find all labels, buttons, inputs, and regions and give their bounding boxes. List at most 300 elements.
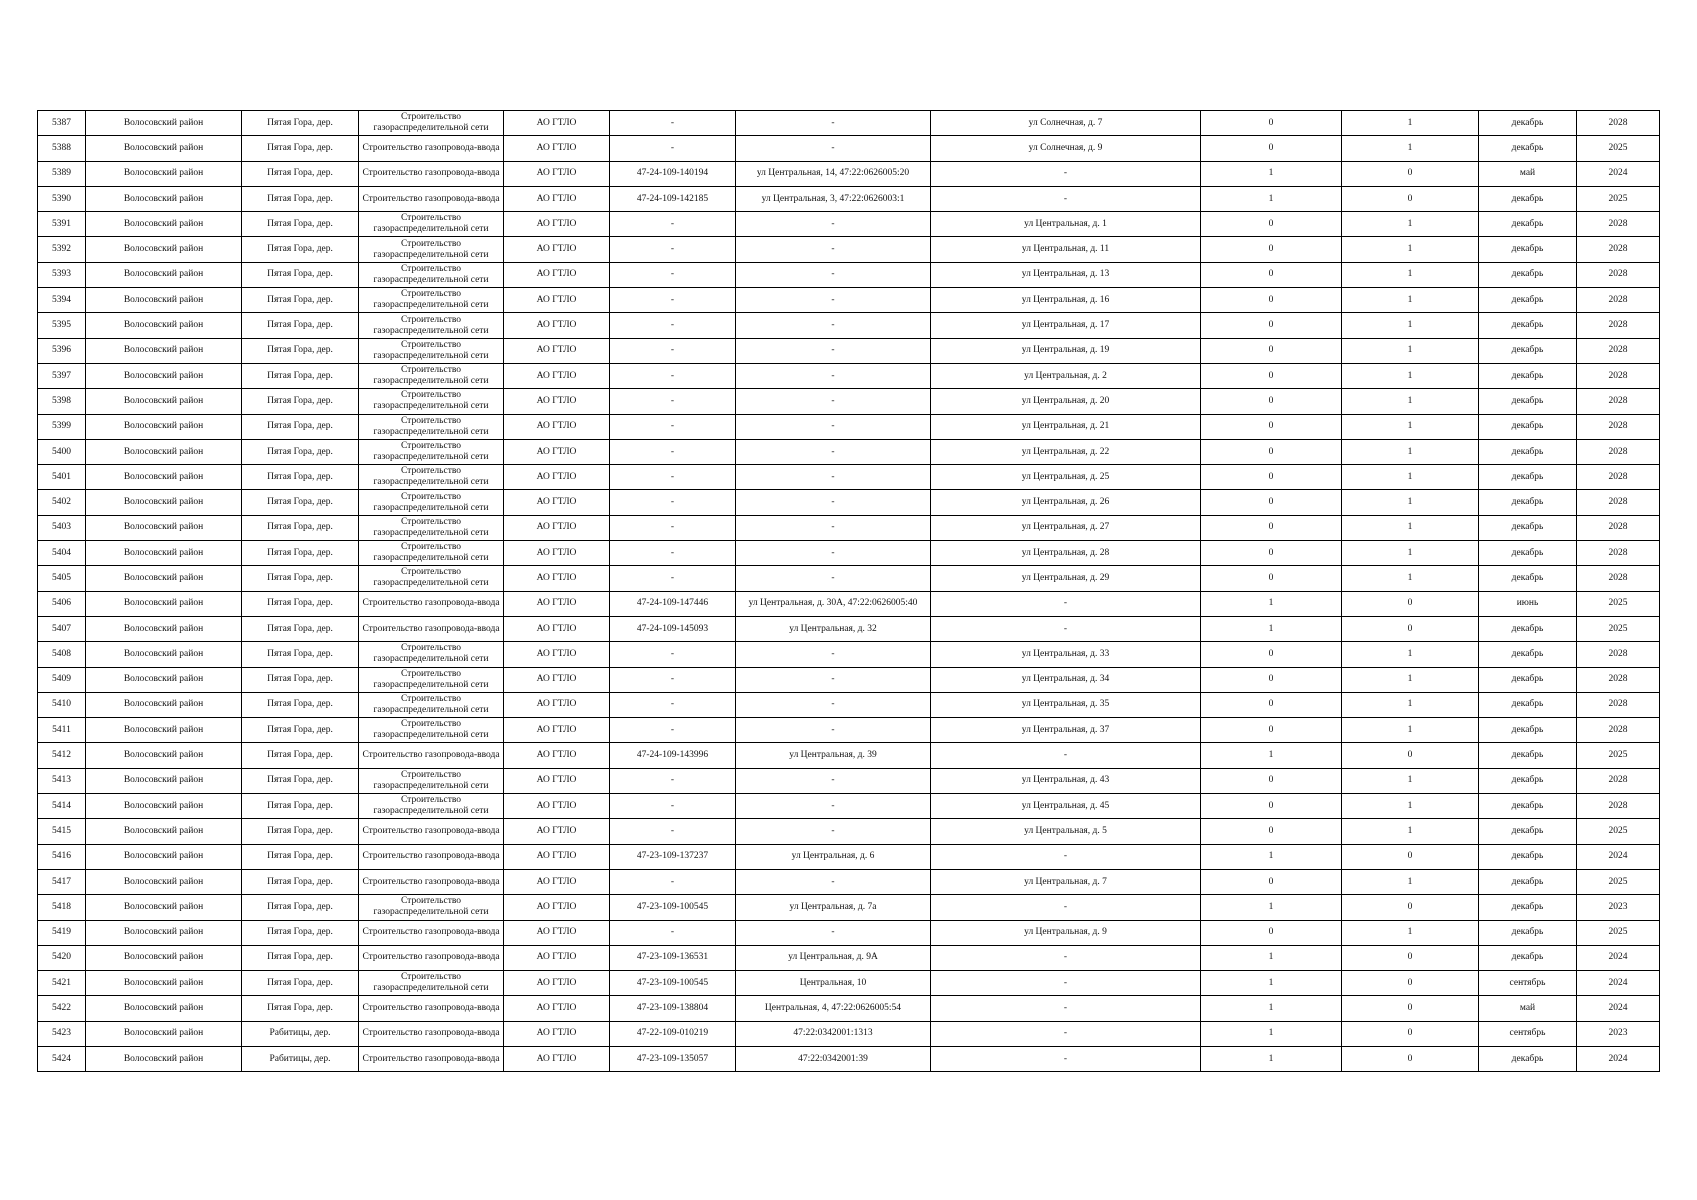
address-cell: ул Центральная, д. 7 (931, 869, 1201, 894)
month-cell: декабрь (1479, 794, 1577, 819)
month-cell: декабрь (1479, 111, 1577, 136)
row-number-cell: 5423 (38, 1021, 86, 1046)
work-type-cell: Строительство газораспределительной сети (359, 642, 504, 667)
month-cell: декабрь (1479, 1046, 1577, 1071)
district-cell: Волосовский район (86, 869, 242, 894)
organization-cell: АО ГТЛО (504, 566, 610, 591)
count-b-cell: 0 (1342, 186, 1479, 211)
organization-cell: АО ГТЛО (504, 313, 610, 338)
settlement-cell: Пятая Гора, дер. (242, 313, 359, 338)
settlement-cell: Пятая Гора, дер. (242, 920, 359, 945)
settlement-cell: Пятая Гора, дер. (242, 794, 359, 819)
district-cell: Волосовский район (86, 616, 242, 641)
work-type-cell: Строительство газопровода-ввода (359, 844, 504, 869)
address-cadastral-cell: - (736, 212, 931, 237)
count-b-cell: 1 (1342, 515, 1479, 540)
count-b-cell: 1 (1342, 642, 1479, 667)
table-row (38, 819, 1660, 844)
settlement-cell: Пятая Гора, дер. (242, 566, 359, 591)
district-cell: Волосовский район (86, 237, 242, 262)
month-cell: декабрь (1479, 541, 1577, 566)
district-cell: Волосовский район (86, 288, 242, 313)
table-row (38, 389, 1660, 414)
table-row (38, 414, 1660, 439)
work-type-cell: Строительство газораспределительной сети (359, 768, 504, 793)
count-b-cell: 1 (1342, 237, 1479, 262)
month-cell: декабрь (1479, 338, 1577, 363)
table-row (38, 186, 1660, 211)
settlement-cell: Пятая Гора, дер. (242, 743, 359, 768)
month-cell: декабрь (1479, 895, 1577, 920)
year-cell: 2028 (1577, 111, 1660, 136)
application-number-cell: - (610, 692, 736, 717)
table-row (38, 161, 1660, 186)
address-cadastral-cell: - (736, 414, 931, 439)
application-number-cell: - (610, 642, 736, 667)
application-number-cell: - (610, 920, 736, 945)
address-cell: ул Центральная, д. 20 (931, 389, 1201, 414)
district-cell: Волосовский район (86, 490, 242, 515)
settlement-cell: Пятая Гора, дер. (242, 718, 359, 743)
district-cell: Волосовский район (86, 1021, 242, 1046)
address-cadastral-cell: - (736, 869, 931, 894)
application-number-cell: - (610, 338, 736, 363)
application-number-cell: 47-23-109-135057 (610, 1046, 736, 1071)
count-a-cell: 0 (1201, 111, 1342, 136)
address-cadastral-cell: - (736, 363, 931, 388)
row-number-cell: 5411 (38, 718, 86, 743)
count-a-cell: 0 (1201, 136, 1342, 161)
month-cell: декабрь (1479, 743, 1577, 768)
table-row (38, 743, 1660, 768)
district-cell: Волосовский район (86, 642, 242, 667)
year-cell: 2028 (1577, 794, 1660, 819)
row-number-cell: 5420 (38, 945, 86, 970)
application-number-cell: 47-22-109-010219 (610, 1021, 736, 1046)
count-b-cell: 0 (1342, 1046, 1479, 1071)
address-cell: - (931, 186, 1201, 211)
year-cell: 2028 (1577, 338, 1660, 363)
year-cell: 2028 (1577, 566, 1660, 591)
row-number-cell: 5402 (38, 490, 86, 515)
table-row (38, 490, 1660, 515)
settlement-cell: Пятая Гора, дер. (242, 237, 359, 262)
year-cell: 2028 (1577, 768, 1660, 793)
count-b-cell: 1 (1342, 389, 1479, 414)
month-cell: сентябрь (1479, 971, 1577, 996)
settlement-cell: Пятая Гора, дер. (242, 439, 359, 464)
district-cell: Волосовский район (86, 338, 242, 363)
month-cell: декабрь (1479, 465, 1577, 490)
count-a-cell: 0 (1201, 490, 1342, 515)
table-row (38, 920, 1660, 945)
settlement-cell: Рабитицы, дер. (242, 1021, 359, 1046)
application-number-cell: 47-24-109-147446 (610, 591, 736, 616)
work-type-cell: Строительство газораспределительной сети (359, 794, 504, 819)
row-number-cell: 5408 (38, 642, 86, 667)
work-type-cell: Строительство газопровода-ввода (359, 1046, 504, 1071)
table-row (38, 616, 1660, 641)
address-cell: ул Центральная, д. 34 (931, 667, 1201, 692)
table-row (38, 439, 1660, 464)
organization-cell: АО ГТЛО (504, 743, 610, 768)
address-cell: ул Центральная, д. 5 (931, 819, 1201, 844)
address-cell: ул Центральная, д. 2 (931, 363, 1201, 388)
count-b-cell: 1 (1342, 465, 1479, 490)
organization-cell: АО ГТЛО (504, 591, 610, 616)
address-cadastral-cell: - (736, 439, 931, 464)
application-number-cell: - (610, 313, 736, 338)
count-b-cell: 0 (1342, 844, 1479, 869)
row-number-cell: 5404 (38, 541, 86, 566)
count-a-cell: 1 (1201, 1046, 1342, 1071)
address-cell: - (931, 1046, 1201, 1071)
year-cell: 2028 (1577, 212, 1660, 237)
organization-cell: АО ГТЛО (504, 920, 610, 945)
address-cell: ул Центральная, д. 33 (931, 642, 1201, 667)
table-row (38, 363, 1660, 388)
count-b-cell: 1 (1342, 667, 1479, 692)
count-a-cell: 0 (1201, 920, 1342, 945)
address-cadastral-cell: 47:22:0342001:39 (736, 1046, 931, 1071)
table-row (38, 794, 1660, 819)
address-cell: ул Центральная, д. 9 (931, 920, 1201, 945)
count-b-cell: 1 (1342, 920, 1479, 945)
application-number-cell: - (610, 389, 736, 414)
count-b-cell: 1 (1342, 819, 1479, 844)
address-cell: ул Центральная, д. 26 (931, 490, 1201, 515)
count-b-cell: 1 (1342, 288, 1479, 313)
table-row (38, 262, 1660, 287)
month-cell: декабрь (1479, 667, 1577, 692)
work-type-cell: Строительство газораспределительной сети (359, 212, 504, 237)
address-cadastral-cell: Центральная, 10 (736, 971, 931, 996)
row-number-cell: 5397 (38, 363, 86, 388)
month-cell: май (1479, 996, 1577, 1021)
organization-cell: АО ГТЛО (504, 363, 610, 388)
count-b-cell: 1 (1342, 212, 1479, 237)
table-row (38, 667, 1660, 692)
count-a-cell: 0 (1201, 439, 1342, 464)
table-row (38, 971, 1660, 996)
organization-cell: АО ГТЛО (504, 1021, 610, 1046)
month-cell: декабрь (1479, 768, 1577, 793)
year-cell: 2024 (1577, 844, 1660, 869)
district-cell: Волосовский район (86, 768, 242, 793)
row-number-cell: 5414 (38, 794, 86, 819)
year-cell: 2028 (1577, 718, 1660, 743)
count-b-cell: 1 (1342, 363, 1479, 388)
organization-cell: АО ГТЛО (504, 819, 610, 844)
district-cell: Волосовский район (86, 692, 242, 717)
table-row (38, 288, 1660, 313)
table-row (38, 895, 1660, 920)
count-b-cell: 0 (1342, 161, 1479, 186)
table-row (38, 237, 1660, 262)
address-cadastral-cell: - (736, 490, 931, 515)
row-number-cell: 5394 (38, 288, 86, 313)
work-type-cell: Строительство газораспределительной сети (359, 439, 504, 464)
month-cell: декабрь (1479, 186, 1577, 211)
settlement-cell: Пятая Гора, дер. (242, 490, 359, 515)
organization-cell: АО ГТЛО (504, 869, 610, 894)
month-cell: декабрь (1479, 414, 1577, 439)
month-cell: декабрь (1479, 945, 1577, 970)
address-cadastral-cell: - (736, 794, 931, 819)
address-cell: ул Центральная, д. 1 (931, 212, 1201, 237)
address-cell: - (931, 591, 1201, 616)
work-type-cell: Строительство газопровода-ввода (359, 591, 504, 616)
row-number-cell: 5416 (38, 844, 86, 869)
settlement-cell: Пятая Гора, дер. (242, 971, 359, 996)
settlement-cell: Пятая Гора, дер. (242, 945, 359, 970)
table-body (38, 111, 1660, 1072)
application-number-cell: 47-24-109-140194 (610, 161, 736, 186)
settlement-cell: Пятая Гора, дер. (242, 819, 359, 844)
organization-cell: АО ГТЛО (504, 616, 610, 641)
count-b-cell: 1 (1342, 439, 1479, 464)
address-cadastral-cell: - (736, 920, 931, 945)
address-cadastral-cell: - (736, 237, 931, 262)
application-number-cell: - (610, 869, 736, 894)
table-row (38, 313, 1660, 338)
month-cell: декабрь (1479, 439, 1577, 464)
address-cadastral-cell: - (736, 819, 931, 844)
count-a-cell: 0 (1201, 465, 1342, 490)
settlement-cell: Пятая Гора, дер. (242, 111, 359, 136)
work-type-cell: Строительство газопровода-ввода (359, 186, 504, 211)
count-a-cell: 1 (1201, 161, 1342, 186)
address-cell: - (931, 945, 1201, 970)
table-row (38, 136, 1660, 161)
count-b-cell: 1 (1342, 869, 1479, 894)
address-cadastral-cell: ул Центральная, 3, 47:22:0626003:1 (736, 186, 931, 211)
address-cadastral-cell: ул Центральная, д. 7а (736, 895, 931, 920)
organization-cell: АО ГТЛО (504, 794, 610, 819)
count-b-cell: 0 (1342, 616, 1479, 641)
month-cell: декабрь (1479, 692, 1577, 717)
month-cell: декабрь (1479, 212, 1577, 237)
address-cell: - (931, 616, 1201, 641)
district-cell: Волосовский район (86, 136, 242, 161)
district-cell: Волосовский район (86, 389, 242, 414)
settlement-cell: Пятая Гора, дер. (242, 692, 359, 717)
organization-cell: АО ГТЛО (504, 288, 610, 313)
table-row (38, 844, 1660, 869)
application-number-cell: 47-23-109-136531 (610, 945, 736, 970)
count-b-cell: 1 (1342, 414, 1479, 439)
organization-cell: АО ГТЛО (504, 262, 610, 287)
count-b-cell: 0 (1342, 945, 1479, 970)
work-type-cell: Строительство газораспределительной сети (359, 566, 504, 591)
month-cell: декабрь (1479, 313, 1577, 338)
year-cell: 2025 (1577, 616, 1660, 641)
settlement-cell: Рабитицы, дер. (242, 1046, 359, 1071)
count-a-cell: 0 (1201, 212, 1342, 237)
settlement-cell: Пятая Гора, дер. (242, 136, 359, 161)
count-b-cell: 1 (1342, 490, 1479, 515)
address-cadastral-cell: - (736, 515, 931, 540)
work-type-cell: Строительство газораспределительной сети (359, 111, 504, 136)
row-number-cell: 5393 (38, 262, 86, 287)
row-number-cell: 5396 (38, 338, 86, 363)
year-cell: 2028 (1577, 515, 1660, 540)
count-a-cell: 1 (1201, 616, 1342, 641)
organization-cell: АО ГТЛО (504, 768, 610, 793)
table-row (38, 566, 1660, 591)
row-number-cell: 5415 (38, 819, 86, 844)
address-cadastral-cell: - (736, 262, 931, 287)
district-cell: Волосовский район (86, 414, 242, 439)
count-a-cell: 0 (1201, 869, 1342, 894)
count-a-cell: 0 (1201, 237, 1342, 262)
address-cadastral-cell: - (736, 338, 931, 363)
address-cell: ул Центральная, д. 43 (931, 768, 1201, 793)
year-cell: 2025 (1577, 591, 1660, 616)
address-cadastral-cell: - (736, 642, 931, 667)
settlement-cell: Пятая Гора, дер. (242, 642, 359, 667)
row-number-cell: 5395 (38, 313, 86, 338)
address-cadastral-cell: ул Центральная, д. 39 (736, 743, 931, 768)
table-row (38, 768, 1660, 793)
address-cell: ул Центральная, д. 17 (931, 313, 1201, 338)
address-cell: ул Центральная, д. 11 (931, 237, 1201, 262)
count-a-cell: 0 (1201, 313, 1342, 338)
month-cell: декабрь (1479, 616, 1577, 641)
month-cell: декабрь (1479, 844, 1577, 869)
address-cell: ул Центральная, д. 37 (931, 718, 1201, 743)
row-number-cell: 5389 (38, 161, 86, 186)
address-cell: ул Солнечная, д. 7 (931, 111, 1201, 136)
count-b-cell: 1 (1342, 338, 1479, 363)
district-cell: Волосовский район (86, 363, 242, 388)
count-b-cell: 1 (1342, 313, 1479, 338)
address-cadastral-cell: - (736, 136, 931, 161)
application-number-cell: - (610, 262, 736, 287)
month-cell: декабрь (1479, 869, 1577, 894)
table-row (38, 591, 1660, 616)
count-a-cell: 0 (1201, 389, 1342, 414)
address-cadastral-cell: 47:22:0342001:1313 (736, 1021, 931, 1046)
count-b-cell: 1 (1342, 692, 1479, 717)
work-type-cell: Строительство газопровода-ввода (359, 161, 504, 186)
row-number-cell: 5388 (38, 136, 86, 161)
table-row (38, 869, 1660, 894)
year-cell: 2025 (1577, 819, 1660, 844)
work-type-cell: Строительство газораспределительной сети (359, 692, 504, 717)
work-type-cell: Строительство газопровода-ввода (359, 920, 504, 945)
settlement-cell: Пятая Гора, дер. (242, 541, 359, 566)
organization-cell: АО ГТЛО (504, 541, 610, 566)
address-cell: - (931, 1021, 1201, 1046)
month-cell: декабрь (1479, 136, 1577, 161)
year-cell: 2028 (1577, 414, 1660, 439)
month-cell: декабрь (1479, 718, 1577, 743)
count-a-cell: 0 (1201, 338, 1342, 363)
table-row (38, 541, 1660, 566)
row-number-cell: 5412 (38, 743, 86, 768)
address-cadastral-cell: - (736, 692, 931, 717)
work-type-cell: Строительство газораспределительной сети (359, 541, 504, 566)
address-cell: - (931, 844, 1201, 869)
count-a-cell: 1 (1201, 945, 1342, 970)
month-cell: декабрь (1479, 566, 1577, 591)
year-cell: 2028 (1577, 363, 1660, 388)
address-cell: - (931, 895, 1201, 920)
organization-cell: АО ГТЛО (504, 718, 610, 743)
work-type-cell: Строительство газораспределительной сети (359, 465, 504, 490)
district-cell: Волосовский район (86, 212, 242, 237)
year-cell: 2025 (1577, 136, 1660, 161)
year-cell: 2028 (1577, 490, 1660, 515)
settlement-cell: Пятая Гора, дер. (242, 363, 359, 388)
count-a-cell: 1 (1201, 186, 1342, 211)
address-cell: ул Центральная, д. 13 (931, 262, 1201, 287)
count-a-cell: 0 (1201, 541, 1342, 566)
month-cell: декабрь (1479, 363, 1577, 388)
work-type-cell: Строительство газопровода-ввода (359, 743, 504, 768)
district-cell: Волосовский район (86, 313, 242, 338)
work-type-cell: Строительство газораспределительной сети (359, 288, 504, 313)
count-b-cell: 0 (1342, 591, 1479, 616)
application-number-cell: - (610, 465, 736, 490)
district-cell: Волосовский район (86, 743, 242, 768)
work-type-cell: Строительство газопровода-ввода (359, 1021, 504, 1046)
data-table (37, 110, 1660, 1072)
count-b-cell: 1 (1342, 136, 1479, 161)
row-number-cell: 5392 (38, 237, 86, 262)
month-cell: декабрь (1479, 490, 1577, 515)
district-cell: Волосовский район (86, 439, 242, 464)
application-number-cell: - (610, 237, 736, 262)
row-number-cell: 5398 (38, 389, 86, 414)
month-cell: сентябрь (1479, 1021, 1577, 1046)
settlement-cell: Пятая Гора, дер. (242, 262, 359, 287)
application-number-cell: - (610, 288, 736, 313)
row-number-cell: 5421 (38, 971, 86, 996)
address-cell: - (931, 161, 1201, 186)
work-type-cell: Строительство газопровода-ввода (359, 869, 504, 894)
district-cell: Волосовский район (86, 262, 242, 287)
row-number-cell: 5403 (38, 515, 86, 540)
year-cell: 2028 (1577, 541, 1660, 566)
count-b-cell: 1 (1342, 111, 1479, 136)
district-cell: Волосовский район (86, 541, 242, 566)
count-a-cell: 1 (1201, 844, 1342, 869)
count-a-cell: 0 (1201, 718, 1342, 743)
work-type-cell: Строительство газораспределительной сети (359, 895, 504, 920)
year-cell: 2028 (1577, 288, 1660, 313)
organization-cell: АО ГТЛО (504, 945, 610, 970)
organization-cell: АО ГТЛО (504, 465, 610, 490)
table-row (38, 1046, 1660, 1071)
row-number-cell: 5401 (38, 465, 86, 490)
month-cell: декабрь (1479, 819, 1577, 844)
count-b-cell: 0 (1342, 743, 1479, 768)
settlement-cell: Пятая Гора, дер. (242, 844, 359, 869)
settlement-cell: Пятая Гора, дер. (242, 389, 359, 414)
application-number-cell: - (610, 515, 736, 540)
application-number-cell: - (610, 111, 736, 136)
organization-cell: АО ГТЛО (504, 414, 610, 439)
count-b-cell: 1 (1342, 794, 1479, 819)
district-cell: Волосовский район (86, 1046, 242, 1071)
month-cell: декабрь (1479, 237, 1577, 262)
work-type-cell: Строительство газораспределительной сети (359, 338, 504, 363)
count-a-cell: 1 (1201, 591, 1342, 616)
work-type-cell: Строительство газопровода-ввода (359, 616, 504, 641)
year-cell: 2024 (1577, 996, 1660, 1021)
